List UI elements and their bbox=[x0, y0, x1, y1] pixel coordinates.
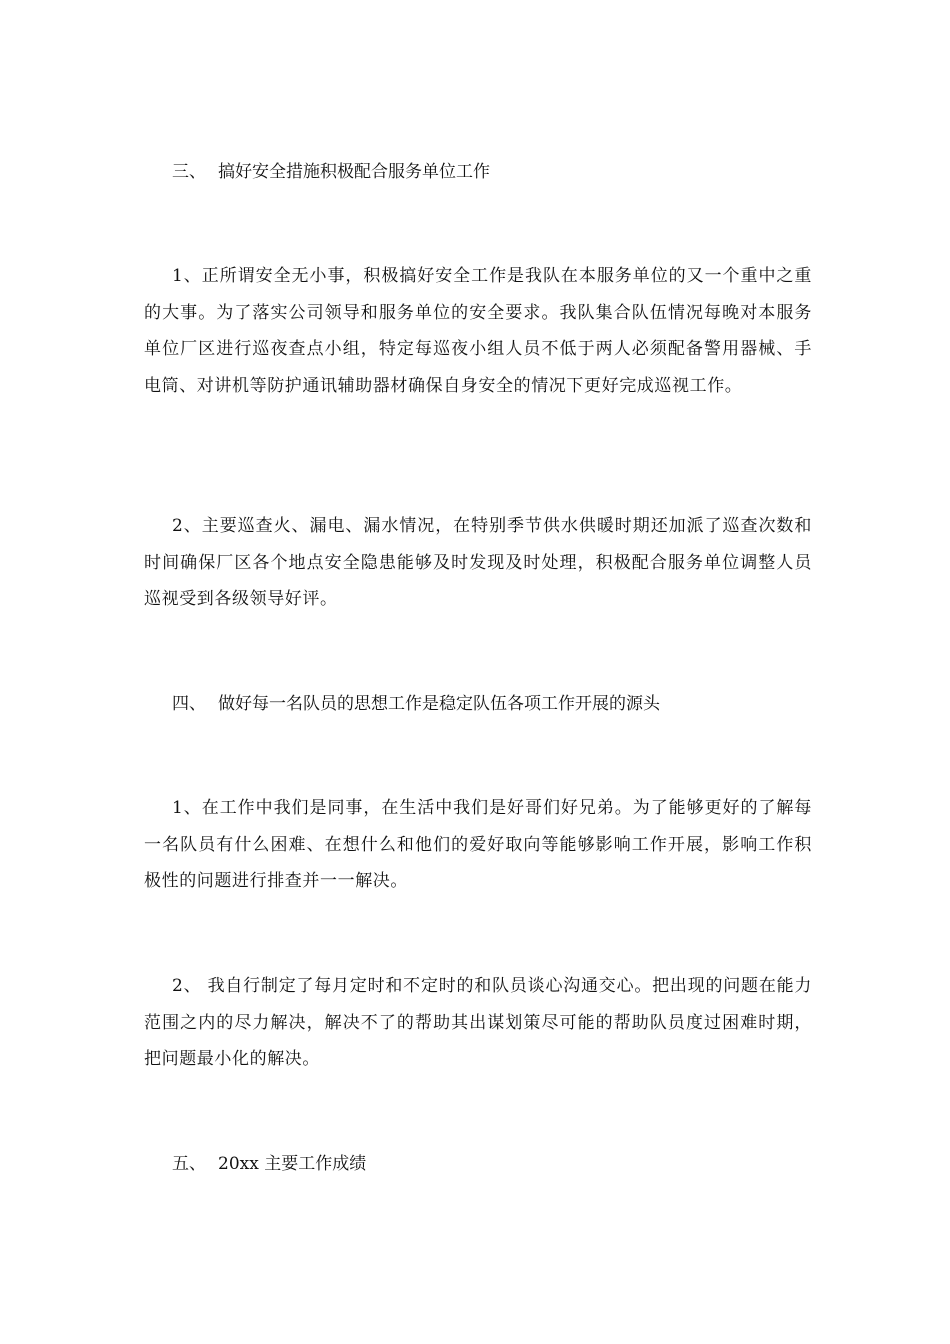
section-title: 做好每一名队员的思想工作是稳定队伍各项工作开展的源头 bbox=[218, 694, 660, 714]
section-title: 20xx 主要工作成绩 bbox=[218, 1154, 367, 1174]
section-heading-5 bbox=[172, 1152, 366, 1176]
section-heading-3 bbox=[172, 160, 490, 184]
paragraph-4-1: 1、在工作中我们是同事，在生活中我们是好哥们好兄弟。为了能够更好的了解每一名队员有什么困难、在想什么和他们的爱好取向等能够影响工作开展，影响工作积极性的问题进行排查并一一解决。 bbox=[144, 798, 812, 891]
paragraph-3-2: 2、主要巡查火、漏电、漏水情况，在特别季节供水供暖时期还加派了巡查次数和时间确保厂区各个地点安全隐患能够及时发现及时处理，积极配合服务单位调整人员巡视受到各级领导好评。 bbox=[144, 516, 812, 609]
section-title: 搞好安全措施积极配合服务单位工作 bbox=[218, 162, 490, 182]
paragraph-4-2: 2、 我自行制定了每月定时和不定时的和队员谈心沟通交心。把出现的问题在能力范围之内的尽力解决，解决不了的帮助其出谋划策尽可能的帮助队员度过困难时期，把问题最小化的解决。 bbox=[144, 976, 812, 1069]
section-number: 三、 bbox=[172, 162, 206, 182]
section-number: 四、 bbox=[172, 694, 206, 714]
paragraph-3-1: 1、正所谓安全无小事，积极搞好安全工作是我队在本服务单位的又一个重中之重的大事。为了落实公司领导和服务单位的安全要求。我队集合队伍情况每晚对本服务单位厂区进行巡夜查点小组，特定每巡夜小组人员不低于两人必须配备警用器械、手电筒、对讲机等防护通讯辅助器材确保自身安全的情况下更好完成巡视工作。 bbox=[144, 266, 812, 396]
section-number: 五、 bbox=[172, 1154, 206, 1174]
section-heading-4 bbox=[172, 692, 660, 716]
